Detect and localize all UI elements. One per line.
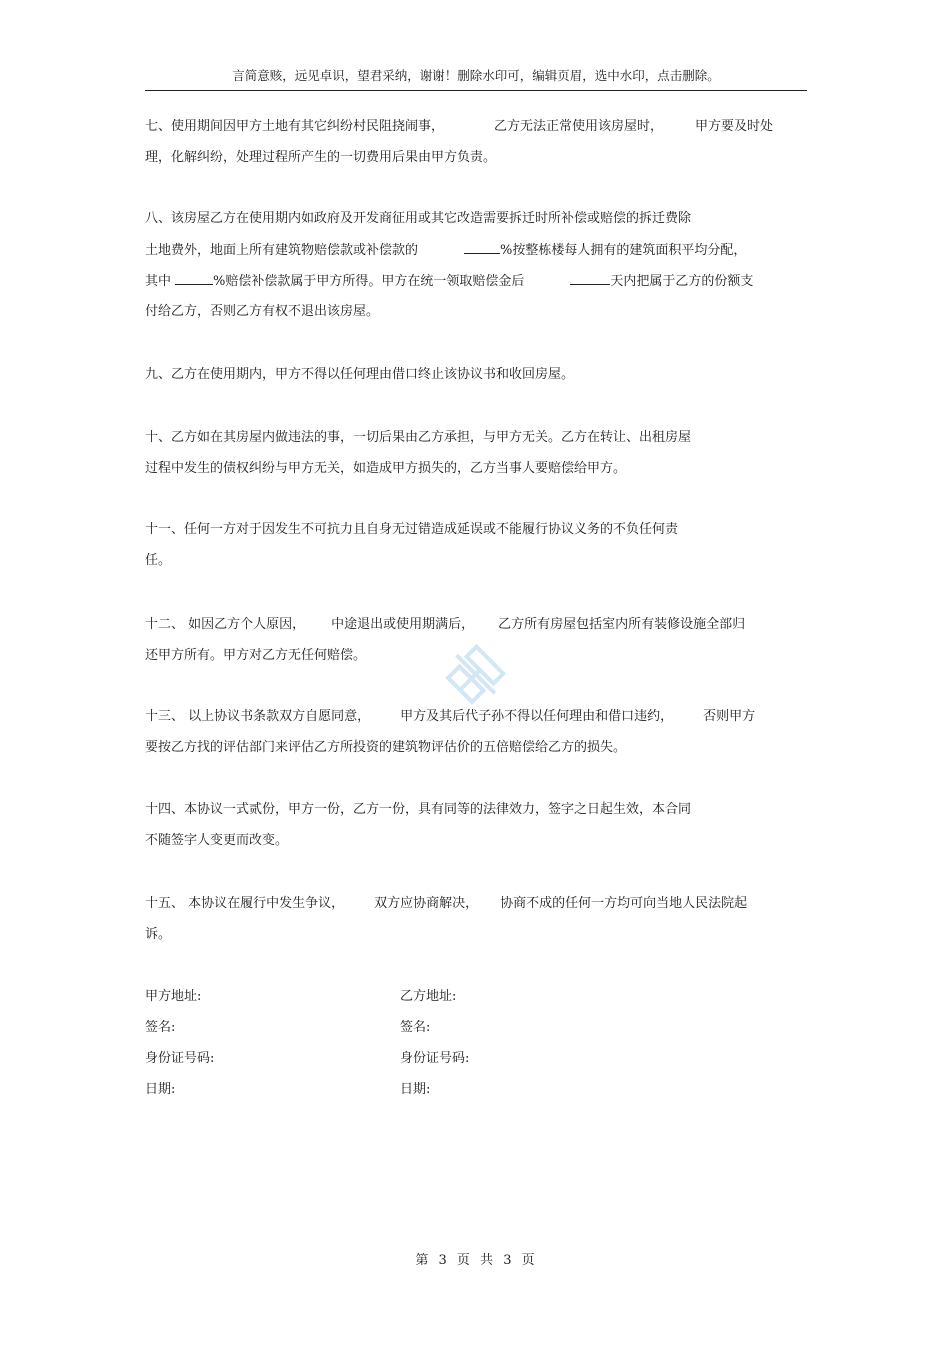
party-a-id-label: 身份证号码: [145,1051,215,1066]
clause-8-line-1: 八、该房屋乙方在使用期内如政府及开发商征用或其它改造需要拆迁时所补偿或赔偿的拆迁费除 [145,211,692,226]
party-a-date-label: 日期: [145,1082,176,1097]
clause-12-line-2: 还甲方所有。甲方对乙方无任何赔偿。 [145,648,367,663]
fill-in-blank[interactable] [570,272,610,285]
clause-13-line-1 [145,708,755,726]
clause-12-part-a: 十二、 如因乙方个人原因， [145,617,306,632]
clause-8-line-3-part-c: 天内把属于乙方的份额支 [610,274,754,289]
clause-15-line-2: 诉。 [145,927,172,942]
clause-15-part-c: 协商不成的任何一方均可向当地人民法院起 [500,896,748,911]
clause-10-line-1: 十、乙方如在其房屋内做违法的事，一切后果由乙方承担，与甲方无关。乙方在转让、出租房屋 [145,430,692,445]
party-a-address-label: 甲方地址: [145,989,202,1004]
header-text: 言简意赅，远见卓识，望君采纳，谢谢！删除水印可，编辑页眉，选中水印，点击删除。 [232,68,720,83]
watermark-stamp-icon[interactable] [437,637,513,713]
page-header [145,66,807,91]
clause-8-line-2-part-a: 土地费外，地面上所有建筑物赔偿款或补偿款的 [145,243,419,258]
clause-12-line-1 [145,616,745,634]
clause-12-part-b: 中途退出或使用期满后， [331,617,475,632]
clause-8-line-2-part-b: %按整栋楼每人拥有的建筑面积平均分配， [500,243,747,258]
clause-7-part-c: 甲方要及时处 [695,119,774,134]
party-b-address-label: 乙方地址: [400,989,457,1004]
clause-7-part-b: 乙方无法正常使用该房屋时， [494,119,664,134]
fill-in-blank[interactable] [175,272,213,285]
clause-15-part-b: 双方应协商解决， [374,896,479,911]
clause-8-line-3 [145,272,753,291]
clause-8-line-2 [145,241,746,260]
clause-15-line-1 [145,895,747,913]
clause-10-line-2: 过程中发生的债权纠纷与甲方无关，如造成甲方损失的，乙方当事人要赔偿给甲方。 [145,461,627,476]
clause-13-part-c: 否则甲方 [703,709,756,724]
clause-8-line-3-part-b: %赔偿补偿款属于甲方所得。甲方在统一领取赔偿金后 [213,274,525,289]
clause-11-line-2: 任。 [145,553,172,568]
clause-14-line-1: 十四、本协议一式贰份，甲方一份，乙方一份，具有同等的法律效力，签字之日起生效，本合同 [145,802,692,817]
party-a-sign-label: 签名: [145,1020,176,1035]
clause-14-line-2: 不随签字人变更而改变。 [145,833,289,848]
party-b-date-label: 日期: [400,1082,431,1097]
page-number: 第 3 页 共 3 页 [415,1253,535,1268]
clause-8-line-3-part-a: 其中 [145,274,172,289]
clause-15-part-a: 十五、 本协议在履行中发生争议， [145,896,345,911]
page-footer [0,1252,950,1270]
watermark-glyph-icon [437,637,513,713]
clause-13-part-b: 甲方及其后代子孙不得以任何理由和借口违约， [400,709,674,724]
clause-7-line-1 [145,118,773,136]
clause-11-line-1: 十一、任何一方对于因发生不可抗力且自身无过错造成延误或不能履行协议义务的不负任何责 [145,522,679,537]
party-b-sign-label: 签名: [400,1020,431,1035]
clause-13-part-a: 十三、 以上协议书条款双方自愿同意， [145,709,371,724]
clause-12-part-c: 乙方所有房屋包括室内所有装修设施全部归 [498,617,746,632]
party-b-id-label: 身份证号码: [400,1051,470,1066]
clause-7-part-a: 七、使用期间因甲方土地有其它纠纷村民阻挠闹事， [145,119,445,134]
clause-7-line-2: 理，化解纠纷，处理过程所产生的一切费用后果由甲方负责。 [145,150,497,165]
fill-in-blank[interactable] [464,241,500,254]
clause-8-line-4: 付给乙方，否则乙方有权不退出该房屋。 [145,304,380,319]
clause-13-line-2: 要按乙方找的评估部门来评估乙方所投资的建筑物评估价的五倍赔偿给乙方的损失。 [145,740,627,755]
clause-9-line-1: 九、乙方在使用期内，甲方不得以任何理由借口终止该协议书和收回房屋。 [145,367,575,382]
